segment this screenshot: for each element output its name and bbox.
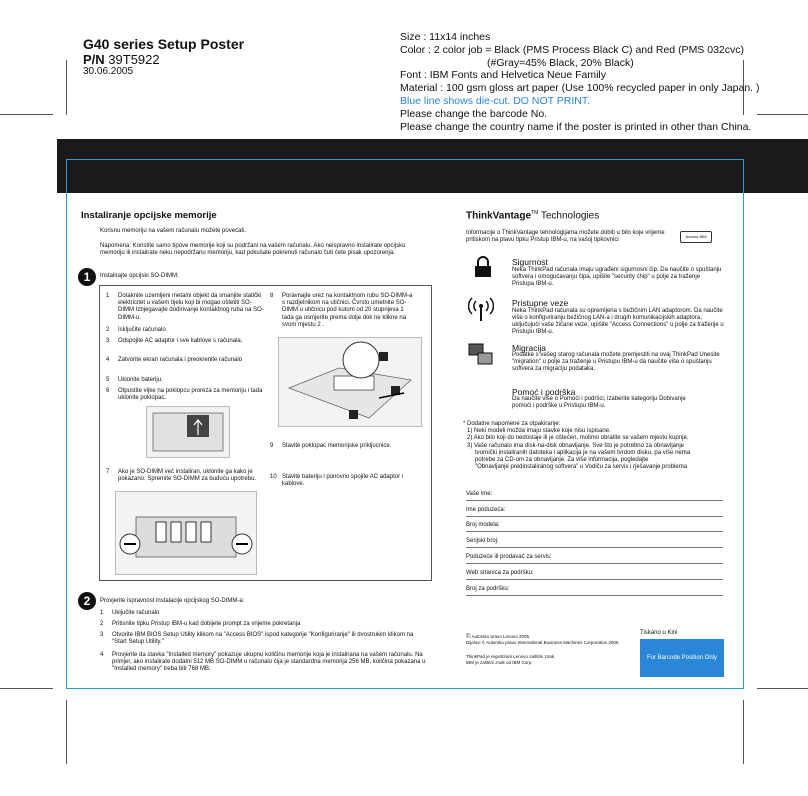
insert-arrow-icon bbox=[279, 338, 421, 426]
spec-barcode-note: Please change the barcode No. bbox=[400, 107, 548, 120]
die-cut-line bbox=[743, 159, 744, 689]
barcode-placeholder: For Barcode Position Only bbox=[640, 639, 724, 677]
die-cut-line bbox=[66, 688, 743, 689]
connections-body: Neka ThinkPad računala su opremljena s bežičnim LAN adaptorom. Da naučite više o konfiguriranju bežičnog LAN-a i drugih komunikacijskih adaptora, uključujući vaše žičane veze, upišite "Access Connections" u polje za traženje u Pristupu IBM-u. bbox=[512, 308, 724, 336]
spec-country-note: Please change the country name if the poster is printed in other than China. bbox=[400, 120, 752, 133]
crop-mark bbox=[743, 700, 744, 764]
crop-mark bbox=[0, 114, 53, 115]
memory-intro: Korisnu memoriju na vašem računalu možete povećati. bbox=[100, 228, 247, 234]
crop-mark bbox=[0, 688, 53, 689]
spec-font: Font : IBM Fonts and Helvetica Neue Family bbox=[400, 69, 606, 82]
verify-label: Provjerite ispravnost instalacije opcijskog SO-DIMM-a: bbox=[100, 598, 245, 604]
verify-step: 2 Pritisnite tipku Pristup IBM-u kad dobijete prompt za vrijeme pokretanja bbox=[100, 621, 301, 627]
print-specs bbox=[400, 31, 800, 133]
help-body: Da naučite više o Pomoći i podršci, izaberite kategoriju Dobivanje pomoći i podrške u Pristupu IBM-u. bbox=[512, 396, 686, 410]
field-service-company[interactable]: Poduzeće ili prodavač za servis: bbox=[466, 554, 723, 564]
pn-value: 39T5922 bbox=[108, 52, 160, 67]
memory-cover-icon bbox=[147, 407, 229, 457]
help-title: Pomoć i podrška bbox=[512, 387, 576, 397]
poster-date: 30.06.2005 bbox=[83, 66, 134, 77]
pn-label: P/N bbox=[83, 52, 105, 67]
verify-step: 4 Provjerite da stavka "Installed memory" pokazuje ukupnu količinu memorije koja je instalirana na vašem računalu. Na primjer, ako instalirate dodatni 512 MB SO-DIMM u računalo čija je standardna memorija 256 MB, količina pokazana u "Installed memory" treba biti 768 MB. bbox=[100, 652, 426, 673]
access-ibm-key-icon: Access IBM bbox=[680, 231, 712, 243]
sodimm-icon bbox=[116, 492, 256, 574]
lock-icon bbox=[472, 256, 494, 278]
remove-sodimm-illustration bbox=[115, 491, 257, 575]
spec-size: Size : 11x14 inches bbox=[400, 31, 491, 43]
security-body: Neka ThinkPad računala imaju ugrađeni sigurnosni čip. Da naučite o spuštanju softvera i omogućavanju čipa, upišite "security chip" u polje za traženje Pristupa IBM-u. bbox=[512, 267, 722, 288]
black-header-bar bbox=[57, 139, 808, 193]
install-step: 2 Isključite računalo bbox=[106, 327, 166, 333]
thinkvantage-brand: ThinkVantage™ Technologies bbox=[466, 210, 600, 222]
memory-note: Napomena: Koristite samo tipove memorije koji su podržani na vašem računalu. Ako neispravno instalirate opcijsku memoriju ili instalirate neku nepodržanu memoriju, kad pokušate pokrenuti računalo čuti ćete pisak upozorenja. bbox=[100, 243, 406, 257]
laptop-underside-illustration bbox=[146, 406, 230, 458]
install-step: 4 Zatvorite ekran računala i preokrenite računalo bbox=[106, 357, 243, 363]
install-label: Instalirajte opcijski SO-DIMM: bbox=[100, 273, 179, 279]
step-badge-1: 1 bbox=[78, 268, 96, 286]
copyright-icon: © bbox=[466, 634, 471, 640]
field-serial-number[interactable]: Serijski broj: bbox=[466, 538, 723, 548]
wireless-icon bbox=[468, 296, 494, 322]
install-step: 10 Stavite bateriju i ponovno spojite AC adaptor i kablove. bbox=[270, 474, 404, 488]
migration-title: Migracija bbox=[512, 343, 547, 353]
install-step: 1 Dotaknite uzemljeni metalni objekt da smanjite statički elektricitet u vašem tijelu koji bi mogao oštetiti SO-DIMM Izbjegavajte dodirivanje kontaktnog ruba na SO-DIMM-u. bbox=[106, 293, 264, 321]
install-step: 7 Ako je SO-DIMM već instaliran, uklonite ga kako je pokazano. Spremite SO-DIMM za buduću upotrebu. bbox=[106, 469, 257, 483]
thinkvantage-intro: Informacije o ThinkVantage tehnologijama možete dobiti u bilo koje vrijeme pritiskom na plavu tipku Pristup IBM-u, na vašoj tipkovnici bbox=[466, 230, 665, 244]
field-your-name[interactable]: Vaše ime: bbox=[466, 491, 723, 501]
crop-mark bbox=[66, 60, 67, 115]
die-cut-line bbox=[66, 159, 743, 160]
install-step: 6 Otpustite vijke na poklopcu proreza za memoriju i tada uklonite poklopac. bbox=[106, 388, 263, 402]
spec-color: Color : 2 color job = Black (PMS Process Black C) and Red (PMS 032cvc) bbox=[400, 43, 744, 56]
install-step: 9 Stavite poklopac memorijske prikljucnice. bbox=[270, 443, 392, 449]
field-model-number[interactable]: Broj modela: bbox=[466, 522, 723, 532]
migration-body: Podatke s vašeg starog računala možete premjestiti na ovaj ThinkPad Unesite "migration" u polje za traženje u Pristupu IBM-u da naučite više o spuštanju softvera za migraciju podataka. bbox=[512, 352, 720, 373]
security-title: Sigurnost bbox=[512, 257, 548, 267]
copyright-block: © Autorsko pravo Lenovo 2005. Dijelovi © Autorsko pravo International Business Machines Corporation 2005. ThinkPad je registrirani Lenovo zaštitni znak. IBM je zaštitni znak od IBM Corp. bbox=[466, 634, 620, 665]
spec-die-cut: Blue line shows die-cut. DO NOT PRINT. bbox=[400, 94, 591, 107]
step-badge-2: 2 bbox=[78, 592, 96, 610]
poster-title: G40 series Setup Poster bbox=[83, 36, 245, 52]
unpacking-notes: * Dodatne napomene za otpakiranje: 1) Neki modeli možda imaju stavke koje nisu ispisane. 2) Ako bilo koji do nedostaje ili je oštećen, molimo obratite se vašem mjestu kupnje. 3) Vaše računalo ima disk-na-disk obnavljanje. Sve što je potrebno za obnavljanje tvornički instaliranih datoteka i aplikacija je na vašem tvrdom disku, pa više nema potrebe za CD-om za obnavljanje. Za više informacija, pogledajte "Obnavljanje predinstaliranog softvera" u Vodiču za servis i rješavanje problema bbox=[463, 421, 691, 471]
insert-sodimm-illustration bbox=[278, 337, 422, 427]
verify-step: 1 Uključite računalo bbox=[100, 610, 160, 616]
field-support-number[interactable]: Broj za podršku: bbox=[466, 586, 723, 596]
spec-material: Material : 100 gsm gloss art paper (Use 100% recycled paper in only Japan. ) bbox=[400, 82, 760, 95]
migration-icon bbox=[468, 343, 494, 367]
crop-mark bbox=[757, 688, 808, 689]
field-company-name[interactable]: Ime poduzeća: bbox=[466, 507, 723, 517]
spec-color-detail: (#Gray=45% Black, 20% Black) bbox=[487, 56, 634, 69]
install-step: 5 Uklonite bateriju. bbox=[106, 377, 163, 383]
crop-mark bbox=[66, 700, 67, 764]
printed-in: Tiskano u Kini bbox=[640, 630, 678, 636]
verify-step: 3 Otvorite IBM BIOS Setup Utility klikom na "Access BIOS" ispod kategorije "Konfiguriranje" ili dvostrukim klikom na "Start Setup Utility." bbox=[100, 632, 414, 646]
part-number bbox=[83, 52, 160, 67]
memory-section-title: Instaliranje opcijske memorije bbox=[81, 210, 217, 221]
install-step: 8 Poravnajte urez na kontaktnom rubu SO-DIMM-a s razdjelnikom na utičnici. Čvrsto umetnite SO-DIMM u utičnicu pod kutom od 20 stupnjeva 1 tada ga usmjerite prema dolje dok ne klikne na svom mjestu 2 . bbox=[270, 293, 413, 328]
connections-title: Pristupne veze bbox=[512, 298, 569, 308]
install-step: 3 Odspojite AC adaptor i sve kablove s računala. bbox=[106, 338, 243, 344]
field-support-website[interactable]: Web stranica za podršku: bbox=[466, 570, 723, 580]
die-cut-line bbox=[66, 159, 67, 689]
